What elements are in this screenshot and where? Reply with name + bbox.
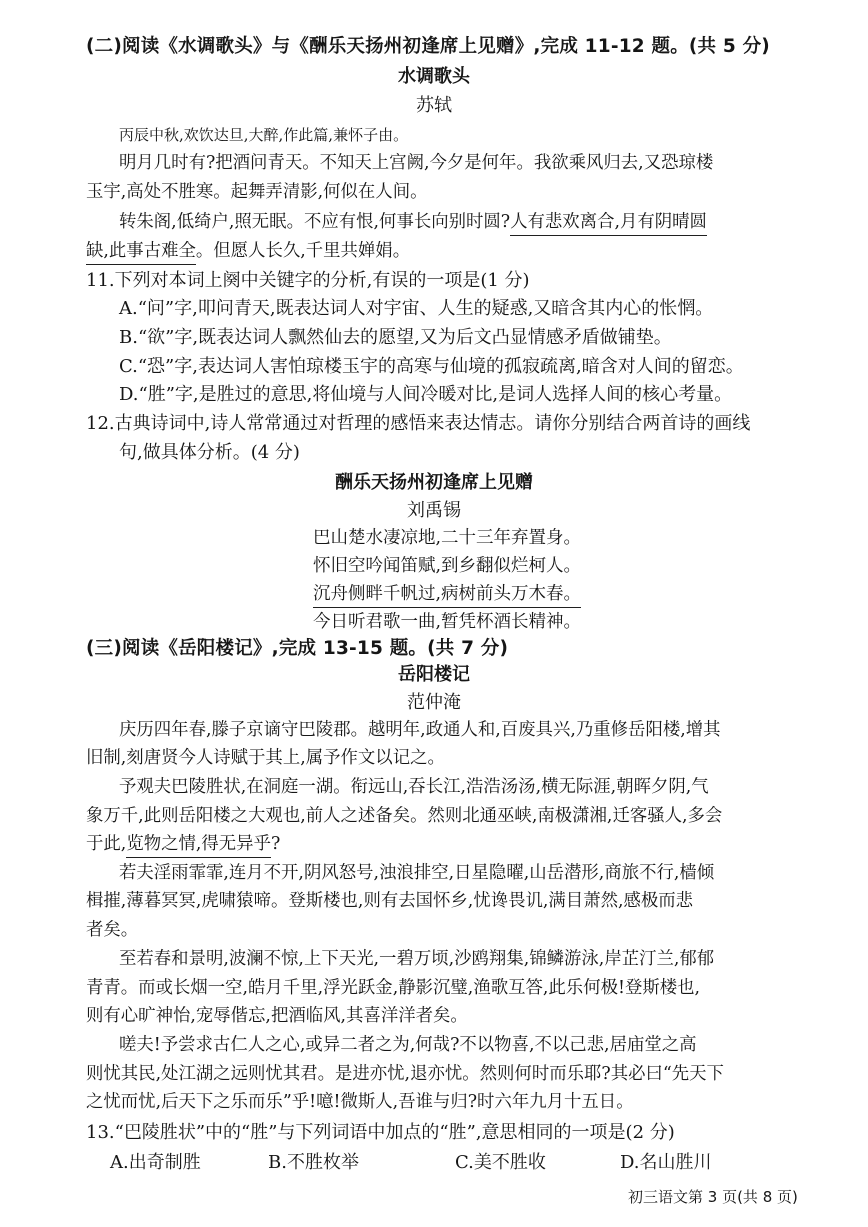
poem2-line-4: 今日听君歌一曲,暂凭杯酒长精神。: [313, 612, 582, 632]
page-footer: 初三语文第 3 页(共 8 页): [628, 1188, 798, 1206]
poem1-line-4-text: 。但愿人长久,千里共婵娟。: [195, 241, 411, 261]
poem1-underlined-phrase-b: 缺,此事古难全: [86, 241, 196, 265]
prose-line: 之忧而忧,后天下之乐而乐”乎!噫!微斯人,吾谁与归?时六年九月十五日。: [86, 1092, 634, 1112]
poem1-underlined-phrase-a: 人有悲欢离合,月有阴晴圆: [510, 212, 707, 236]
poem2-line-2: 怀旧空吟闻笛赋,到乡翻似烂柯人。: [313, 556, 582, 576]
q13-option-c: C.美不胜收: [455, 1152, 546, 1173]
prose-line: 者矣。: [86, 920, 139, 940]
prose-line: 楫摧,薄暮冥冥,虎啸猿啼。登斯楼也,则有去国怀乡,忧谗畏讥,满目萧然,感极而悲: [86, 891, 694, 911]
q11-option-b: B.“欲”字,既表达词人飘然仙去的愿望,又为后文凸显情感矛盾做铺垫。: [119, 327, 672, 348]
question-11: 11.下列对本词上阕中关键字的分析,有误的一项是(1 分): [86, 270, 530, 291]
poem1-title: 水调歌头: [398, 66, 470, 87]
q11-option-c: C.“恐”字,表达词人害怕琼楼玉宇的高寒与仙境的孤寂疏离,暗含对人间的留恋。: [119, 356, 744, 377]
prose-line: 则忧其民,处江湖之远则忧其君。是进亦忧,退亦忧。然则何时而乐耶?其必曰“先天下: [86, 1064, 724, 1084]
q11-option-d: D.“胜”字,是胜过的意思,将仙境与人间冷暖对比,是词人选择人间的核心考量。: [119, 384, 733, 405]
poem1-author: 苏轼: [416, 95, 452, 116]
prose-line: 嗟夫!予尝求古仁人之心,或异二者之为,何哉?不以物喜,不以己悲,居庙堂之高: [119, 1035, 697, 1055]
section2-heading: (二)阅读《水调歌头》与《酬乐天扬州初逢席上见赠》,完成 11-12 题。(共 5 分): [86, 36, 770, 57]
prose-underlined-phrase: 览物之情,得无异乎: [126, 834, 271, 858]
prose-line: 象万千,此则岳阳楼之大观也,前人之述备矣。然则北通巫峡,南极潇湘,迁客骚人,多会: [86, 806, 723, 826]
prose-line: 则有心旷神怡,宠辱偕忘,把酒临风,其喜洋洋者矣。: [86, 1006, 468, 1026]
q13-option-b: B.不胜枚举: [268, 1152, 359, 1173]
prose-line: 予观夫巴陵胜状,在洞庭一湖。衔远山,吞长江,浩浩汤汤,横无际涯,朝晖夕阴,气: [119, 777, 709, 797]
poem2-author: 刘禹锡: [407, 500, 461, 521]
question-13: 13.“巴陵胜状”中的“胜”与下列词语中加点的“胜”,意思相同的一项是(2 分): [86, 1122, 675, 1143]
prose-line: 旧制,刻唐贤今人诗赋于其上,属予作文以记之。: [86, 748, 445, 768]
poem1-line-4: [86, 243, 410, 260]
section3-heading: (三)阅读《岳阳楼记》,完成 13-15 题。(共 7 分): [86, 638, 509, 659]
poem2-title: 酬乐天扬州初逢席上见赠: [335, 472, 533, 493]
prose-line: 青青。而或长烟一空,皓月千里,浮光跃金,静影沉璧,渔歌互答,此乐何极!登斯楼也,: [86, 978, 701, 998]
question-12-line-1: 12.古典诗词中,诗人常常通过对哲理的感悟来表达情志。请你分别结合两首诗的画线: [86, 413, 751, 434]
poem1-preface: 丙辰中秋,欢饮达旦,大醉,作此篇,兼怀子由。: [119, 126, 409, 144]
prose-line-underlined: [86, 836, 280, 853]
prose-author: 范仲淹: [407, 692, 461, 713]
prose-title: 岳阳楼记: [398, 664, 470, 685]
q13-option-a: A.出奇制胜: [110, 1152, 201, 1173]
question-12-line-2: 句,做具体分析。(4 分): [119, 442, 300, 463]
prose-line-text: 于此,: [86, 834, 127, 854]
poem1-line-1: 明月几时有?把酒问青天。不知天上宫阙,今夕是何年。我欲乘风归去,又恐琼楼: [119, 153, 714, 173]
q13-option-d: D.名山胜川: [620, 1152, 712, 1173]
poem1-line-2: 玉宇,高处不胜寒。起舞弄清影,何似在人间。: [86, 182, 428, 202]
poem1-line-3-text: 转朱阁,低绮户,照无眠。不应有恨,何事长向别时圆?: [119, 212, 511, 232]
prose-line: 庆历四年春,滕子京谪守巴陵郡。越明年,政通人和,百废具兴,乃重修岳阳楼,增其: [119, 720, 721, 740]
prose-line: 若夫淫雨霏霏,连月不开,阴风怒号,浊浪排空,日星隐曜,山岳潜形,商旅不行,樯倾: [119, 863, 715, 883]
poem1-line-3: [119, 214, 707, 231]
prose-line: 至若春和景明,波澜不惊,上下天光,一碧万顷,沙鸥翔集,锦鳞游泳,岸芷汀兰,郁郁: [119, 949, 715, 969]
poem2-underlined-line: 沉舟侧畔千帆过,病树前头万木春。: [313, 586, 581, 608]
poem2-line-1: 巴山楚水凄凉地,二十三年弃置身。: [313, 528, 582, 548]
prose-line-text: ?: [270, 834, 281, 854]
q11-option-a: A.“问”字,叩问青天,既表达词人对宇宙、人生的疑惑,又暗含其内心的怅惘。: [119, 298, 714, 319]
